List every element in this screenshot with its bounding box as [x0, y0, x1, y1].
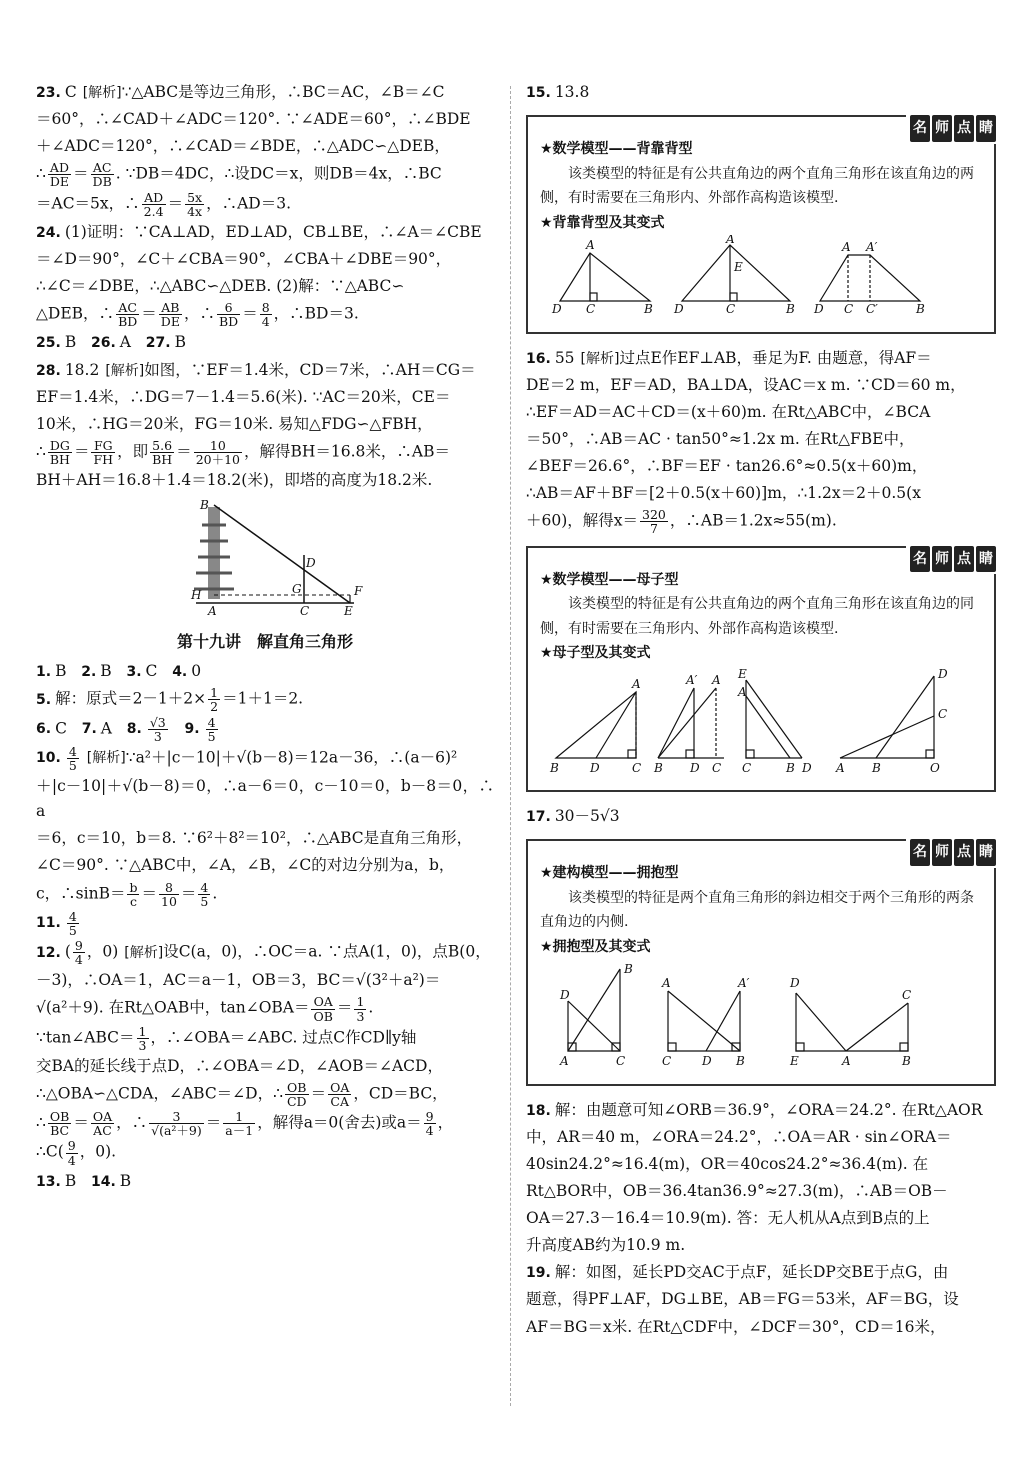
answer-16: 16. 55 [解析]过点E作EF⊥AB，垂足为F. 由题意，得AF＝ DE＝2 m，EF＝AD，BA⊥DA，设AC＝x m. ∵CD＝60 m， ∴EF＝AD＝AC＋CD＝(x＋60)m. 在Rt△ABC中，∠BCA ＝50°，∴AB＝AC · tan50°≈1.2x m. 在Rt△FBE中， ∠BEF＝26.6°，∴BF＝EF · tan26.6°≈0.5(x＋60)m， ∴AB＝AF＋BF＝[2＋0.5(x＋60)]m，∴1.2x＝2＋0.5(x ＋60)，解得x＝ $\frac{320}{7}$ ，∴AB＝1.2x≈55(m). — [526, 348, 966, 537]
answer-17: 17. 30－5√3 — [526, 807, 620, 826]
svg-text:B: B — [550, 760, 559, 774]
fraction: $\frac{AD}{DE}$ — [49, 160, 70, 190]
svg-text:B: B — [902, 1054, 911, 1068]
svg-text:A′: A′ — [686, 672, 698, 687]
svg-text:B: B — [644, 302, 653, 316]
tip-box-embrace: 名 师 点 睛 ★建构模型——拥抱型 该类模型的特征是两个直角三角形的斜边相交于两个三角形的两条直角边的内侧. ★拥抱型及其变式 B D A C A A′ C D B D C E A B — [526, 839, 996, 1086]
left-column — [36, 80, 494, 1196]
svg-text:D: D — [590, 760, 600, 774]
svg-text:B: B — [736, 1054, 745, 1068]
svg-text:C: C — [844, 302, 854, 316]
fig-label-F: F — [354, 584, 363, 599]
mother-child-figures — [540, 666, 980, 774]
svg-text:B: B — [872, 760, 881, 774]
answers-25-27: 25. B 26. A 27. B — [36, 333, 186, 352]
answers-1-4: 1. B 2. B 3. C 4. 0 — [36, 662, 202, 681]
svg-text:A′: A′ — [866, 240, 878, 255]
tip-box-back-to-back: 名 师 点 睛 ★数学模型——背靠背型 该类模型的特征是有公共直角边的两个直角三角形在该直角边的两侧，有时需要在三角形内、外部作高构造该模型. ★背靠背型及其变式 A D C B A E D C B A A′ D C C′ B — [526, 115, 996, 334]
answers-6-9: 6. C 7. A 8. $\frac{√3}{3}$ 9. $\frac{4}{5}$ — [36, 714, 216, 744]
answer-5: 5. 解：原式＝2－1＋2× $\frac{1}{2}$ ＝1＋1＝2. — [36, 685, 304, 715]
svg-text:D: D — [938, 666, 948, 681]
pagoda-icon — [194, 507, 234, 599]
answer-10: 10. $\frac{4}{5}$ [解析]∵a²＋|c－10|＋√(b－8)＝12a－36，∴(a－6)² ＋|c－10|＋√(b－8)＝0，∴a－6＝0，c－10＝0，b－8＝0，∴a ＝6，c＝10，b＝8. ∵6²＋8²＝10²，∴△ABC是直角三角形， ∠C＝90°. ∵△ABC中，∠A，∠B，∠C的对边分别为a，b， c，∴sinB＝ $\frac{b}{c}$ ＝ $\frac{8}{10}$ ＝ $\frac{4}{5}$ . — [36, 743, 494, 909]
answer-12: 12. ( $\frac{9}{4}$ ，0) [解析]设C(a，0)，∴OC＝a. ∵点A(1，0)，点B(0， －3)，∴OA＝1，AC＝a－1，OB＝3，BC＝√(3²＋a²)＝ √(a²＋9). 在Rt△OAB中，tan∠OBA＝ $\frac{OA}{OB}$ ＝ $\frac{1}{3}$ . ∵tan∠ABC＝ $\frac{1}{3}$ ，∴∠OBA＝∠ABC. 过点C作CD∥y轴 交BA的延长线于点D，∴∠OBA＝∠D，∠AOB＝∠ACD， ∴△OBA∽△CDA，∠ABC＝∠D，∴ $\frac{OB}{CD}$ ＝ $\frac{OA}{CA}$ ，CD＝BC， ∴ $\frac{OB}{BC}$ ＝ $\frac{OA}{AC}$ ，∴ $\frac{3}{\text{√(a²＋9)}}$ ＝ $\frac{1}{a-1}$ ，解得a＝0(舍去)或a＝ $\frac{9}{4}$ ， ∴C( $\frac{9}{4}$ ，0). — [36, 938, 491, 1168]
svg-text:B: B — [786, 302, 795, 316]
svg-text:A′: A′ — [738, 976, 750, 991]
svg-text:D: D — [790, 976, 800, 991]
embrace-figures — [540, 959, 980, 1067]
tower-figure — [36, 495, 494, 615]
svg-text:D: D — [814, 302, 824, 316]
svg-text:O: O — [930, 760, 940, 774]
answers-13-14: 13. B 14. B — [36, 1171, 132, 1190]
svg-text:C: C — [726, 302, 736, 316]
svg-text:C: C — [632, 760, 642, 774]
fig-label-D: D — [306, 556, 316, 571]
fraction: $\frac{AD}{2.4}$ — [143, 189, 164, 219]
answer-19: 19. 解：如图，延长PD交AC于点F，延长DP交BE于点G，由 题意，得PF⊥AF，DG⊥BE，AB＝FG＝53米，AF＝BG，设 AF＝BG＝x米. 在Rt△CDF中，∠DCF＝30°，CD＝16米， — [526, 1263, 959, 1336]
svg-text:A: A — [842, 240, 851, 255]
fraction: $\frac{AC}{DB}$ — [92, 160, 112, 190]
svg-text:C: C — [662, 1054, 672, 1068]
svg-text:E: E — [738, 666, 747, 681]
fig-label-H: H — [191, 588, 202, 603]
column-divider — [510, 86, 511, 1406]
svg-text:E: E — [734, 260, 743, 275]
svg-text:A: A — [586, 238, 595, 253]
svg-text:B: B — [624, 962, 633, 977]
svg-text:C: C — [712, 760, 722, 774]
svg-text:A: A — [662, 976, 671, 991]
svg-text:D: D — [690, 760, 700, 774]
svg-text:D: D — [552, 302, 562, 316]
svg-text:A: A — [738, 684, 747, 699]
svg-text:E: E — [790, 1054, 799, 1068]
answer-24: 24. (1)证明：∵CA⊥AD，ED⊥AD，CB⊥BE，∴∠A＝∠CBE ＝∠D＝90°，∠C＋∠CBA＝90°，∠CBA＋∠DBE＝90°， ∴∠C＝∠DBE，∴△ABC∽△DEB. (2)解：∵△ABC∽ △DEB，∴ $\frac{AC}{BD}$ ＝ $\frac{AB}{DE}$ ，∴ $\frac{6}{BD}$ ＝ $\frac{8}{4}$ ，∴BD＝3. — [36, 222, 482, 330]
svg-text:A: A — [842, 1054, 851, 1068]
svg-text:D: D — [702, 1054, 712, 1068]
back-to-back-figures — [540, 235, 980, 315]
answer-15: 15. 13.8 — [526, 83, 590, 101]
svg-text:C: C — [938, 706, 948, 721]
teacher-tip-badge: 名 师 点 睛 — [906, 546, 996, 575]
svg-text:B: B — [916, 302, 925, 316]
svg-text:C′: C′ — [866, 302, 878, 316]
right-column — [526, 80, 996, 1342]
svg-text:D: D — [560, 988, 570, 1003]
fig-label-B: B — [200, 498, 209, 513]
fig-label-E: E — [344, 604, 353, 616]
section-title: 第十九讲 解直角三角形 — [176, 632, 353, 652]
teacher-tip-badge: 名 师 点 睛 — [906, 839, 996, 868]
answer-18: 18. 解：由题意可知∠ORB＝36.9°，∠ORA＝24.2°. 在Rt△AOR 中，AR＝40 m，∠ORA＝24.2°，∴OA＝AR · sin∠ORA＝ 40sin24.2°≈16.4(m)，OR＝40cos24.2°≈36.4(m). 在 Rt△BOR中，OB＝36.4tan36.9°≈27.3(m)，∴AB＝OB－ OA＝27.3－16.4＝10.9(m). 答：无人机从A点到B点的上 升高度AB约为10.9 m. — [526, 1100, 983, 1255]
fraction: $\frac{5x}{4x}$ — [187, 189, 203, 219]
svg-text:C: C — [616, 1054, 626, 1068]
fig-label-G: G — [292, 582, 302, 597]
svg-text:A: A — [836, 760, 845, 774]
svg-text:D: D — [674, 302, 684, 316]
answer-23: 23. C [解析]∵△ABC是等边三角形，∴BC＝AC，∠B＝∠C ＝60°，∴∠CAD＋∠ADC＝120°. ∵∠ADE＝60°，∴∠BDE ＋∠ADC＝120°，∴∠CAD＝∠BDE，∴△ADC∽△DEB， ∴ $\frac{AD}{DE}$ ＝ $\frac{AC}{DB}$ . ∵DB＝4DC，∴设DC＝x，则DB＝4x，∴BC ＝AC＝5x，∴ $\frac{AD}{2.4}$ ＝ $\frac{5x}{4x}$ ，∴AD＝3. — [36, 83, 471, 219]
svg-text:A: A — [632, 676, 641, 691]
answer-11: 11. $\frac{4}{5}$ — [36, 908, 77, 938]
tip-box-mother-child: 名 师 点 睛 ★数学模型——母子型 该类模型的特征是有公共直角边的两个直角三角形在该直角边的同侧，有时需要在三角形内、外部作高构造该模型. ★母子型及其变式 A B D C A′ A B D C E A C B D D C A B O — [526, 546, 996, 793]
teacher-tip-badge: 名 师 点 睛 — [906, 115, 996, 144]
svg-text:A: A — [560, 1054, 569, 1068]
svg-text:B: B — [654, 760, 663, 774]
fig-label-C: C — [300, 604, 310, 616]
svg-text:C: C — [586, 302, 596, 316]
svg-text:C: C — [742, 760, 752, 774]
svg-text:C: C — [902, 988, 912, 1003]
svg-text:A: A — [712, 672, 721, 687]
svg-text:D: D — [802, 760, 812, 774]
svg-text:B: B — [786, 760, 795, 774]
fig-label-A: A — [208, 604, 217, 616]
answer-28: 28. 18.2 [解析]如图，∵EF＝1.4米，CD＝7米，∴AH＝CG＝ EF＝1.4米，∴DG＝7－1.4＝5.6(米). ∵AC＝20米，CE＝ 10米，∴HG＝20米，FG＝10米. 易知△FDG∽△FBH， ∴ $\frac{DG}{BH}$ ＝ $\frac{FG}{FH}$ ，即 $\frac{5.6}{BH}$ ＝ $\frac{10}{20+10}$ ，解得BH＝16.8米，∴AB＝ BH＋AH＝16.8＋1.4＝18.2(米)，即塔的高度为18.2米. — [36, 360, 476, 490]
svg-text:A: A — [726, 235, 735, 247]
